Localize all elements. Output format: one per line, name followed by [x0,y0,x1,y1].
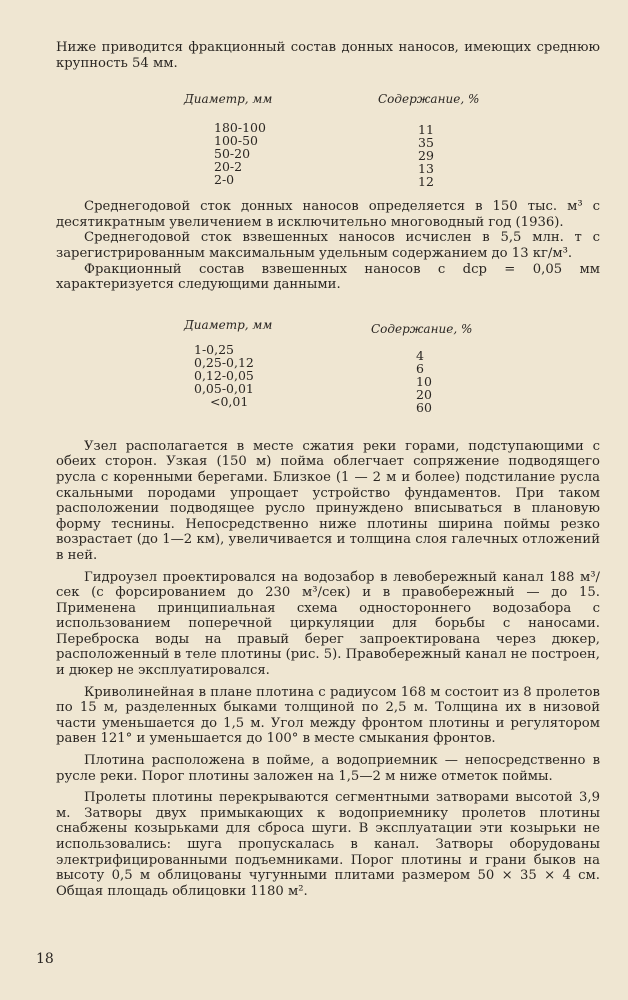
paragraph-water-intake: Гидроузел проектировался на водозабор в левобережный канал 188 м³/сек (с форсированием до 230 м³/сек) и в правобережный — до 15. Применена принципиальная схема одностороннего водозабора с использованием поперечной циркуляции для борьбы с наносами. Переброска воды на правый берег запроектирована через дюкер, расположенный в теле плотины (рис. 5). Правобережный канал не построен, и дюкер не эксплуатировался. [56,569,600,679]
table-cell: 6 [416,360,424,376]
paragraph-site-location: Узел располагается в месте сжатия реки горами, подступающими с обеих сторон. Узкая (150 м) пойма облегчает сопряжение подводящего русла с коренными берегами. Близкое (1 — 2 м и более) подстилание русла скальными породами упрощает устройство фундаментов. При таком расположении подводящее русло принуждено вписываться в плановую форму теснины. Непосредственно ниже плотины ширина поймы резко возрастает (до 1—2 км), увеличивается и толщина слоя галечных отложений в ней. [56,438,600,563]
table-cell: 2-0 [214,172,235,188]
paragraph-dam-position: Плотина расположена в пойме, а водоприемник — непосредственно в русле реки. Порог плотины заложен на 1,5—2 м ниже отметок поймы. [56,753,600,784]
table2-diameter-header: Диаметр, мм [184,317,273,332]
table2-diameter-column [194,343,254,408]
table1-content-column [418,123,434,188]
table-cell: 1-0,25 [194,341,235,357]
table-cell: 4 [416,347,424,363]
table-cell: 29 [418,148,434,164]
table-cell: 60 [416,399,432,415]
table-cell: 13 [418,161,434,177]
paragraph-gates: Пролеты плотины перекрываются сегментными затворами высотой 3,9 м. Затворы двух примыкающих к водоприемнику пролетов плотины снабжены козырьками для сброса шуги. В эксплуатации эти козырьки не использовались: шуга пропускалась в канал. Затворы оборудованы электрифицированными подъемниками. Порог плотины и грани быков на высоту 0,5 м облицованы чугунными плитами размером 50 × 35 × 4 см. Общая площадь облицовки 1180 м². [56,790,600,899]
table-cell: 0,12-0,05 [194,367,254,383]
paragraph-dam-geometry: Криволинейная в плане плотина с радиусом 168 м состоит из 8 пролетов по 15 м, разделенных быками толщиной по 2,5 м. Толщина их в низовой части уменьшается до 1,5 м. Угол между фронтом плотины и регулятором равен 121° и уменьшается до 100° в месте смыкания фронтов. [56,684,600,747]
table-cell: 180-100 [214,120,266,136]
table-cell: 20 [416,386,432,402]
table-cell: <0,01 [210,393,249,409]
table-cell: 20-2 [214,159,243,175]
table-cell: 50-20 [214,146,251,162]
table-cell: 12 [418,174,434,190]
paragraph-suspended-fraction: Фракционный состав взвешенных наносов с dср = 0,05 мм характеризуется следующими данными. [56,261,600,293]
table2-content-column [416,349,432,414]
table1-diameter-column [214,121,266,186]
page-number: 18 [36,951,54,967]
paragraph-suspended-runoff: Среднегодовой сток взвешенных наносов исчислен в 5,5 млн. т с зарегистрированным максимальным удельным содержанием до 13 кг/м³. [56,230,600,261]
table2-content-header: Содержание, % [371,321,473,336]
table-cell: 11 [418,122,434,138]
table-cell: 100-50 [214,133,258,149]
suspended-fraction-table [56,319,600,425]
table-cell: 35 [418,135,434,151]
intro-paragraph: Ниже приводится фракционный состав донных наносов, имеющих среднюю крупность 54 мм. [56,40,600,71]
table1-content-header: Содержание, % [378,92,480,107]
table1-diameter-header: Диаметр, мм [184,92,273,107]
bedload-fraction-table [56,93,600,199]
table-cell: 10 [416,373,432,389]
paragraph-bedload-runoff: Среднегодовой сток донных наносов определяется в 150 тыс. м³ с десятикратным увеличением в исключительно многоводный год (1936). [56,199,600,230]
table-cell: 0,25-0,12 [194,354,254,370]
table-cell: 0,05-0,01 [194,380,254,396]
